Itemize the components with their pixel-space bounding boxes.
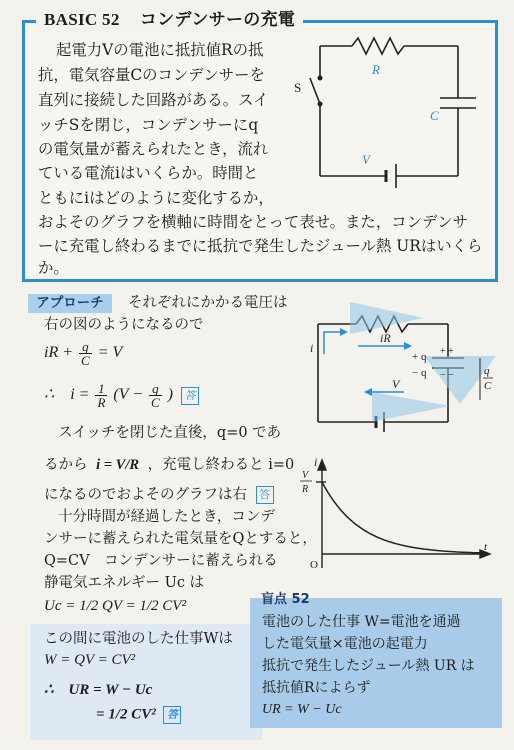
problem-line-9: ーに充電し終わるまでに抵抗で発生したジュール熱 URはいくら (38, 237, 483, 255)
approach-label: アプローチ (28, 294, 112, 313)
approach-line-2: 右の図のようになるので (44, 317, 204, 333)
energy-line-3: ∴ UR = W − Uc (44, 682, 153, 698)
energy-line-4 (96, 706, 181, 724)
problem-line-7: ともにiはどのように変化するか， (38, 189, 274, 207)
approach-line-6: 十分時間が経過したとき，コンデ (58, 509, 275, 525)
switch-label: S (294, 80, 302, 95)
problem-line-4: ッチSを閉じ，コンデンサーにq (38, 116, 259, 134)
approach-line-4a: るから (44, 457, 88, 473)
problem-line-5: の電気量が蓄えられたとき，流れ (38, 140, 269, 158)
answer-mark-3: 答 (163, 706, 181, 724)
problem-line-8: およそのグラフを横軸に時間をとって表せ。また，コンデンサ (38, 213, 468, 231)
approach-line-4 (44, 454, 294, 476)
eq2-fraction-1 (95, 382, 107, 409)
q-over-C-den: C (484, 380, 492, 392)
eq1-right: = V (97, 344, 123, 362)
graph-x-label: t (484, 541, 488, 553)
eq2-f1-numerator: 1 (95, 382, 107, 396)
plate-plus-label: + + (440, 346, 454, 357)
problem-line-3: 直列に接続した回路がある。スイ (38, 91, 269, 109)
graph-origin: O (310, 559, 318, 571)
eq2-f2-denominator: C (151, 395, 160, 410)
plate-minus-label: − − (440, 370, 454, 381)
eq1-numerator: q (79, 340, 92, 354)
eq2-fraction-2 (149, 382, 162, 409)
equation-voltage-sum (44, 340, 122, 367)
approach-line-1: それぞれにかかる電圧は (128, 295, 288, 311)
eq2-left: i = (70, 386, 90, 404)
eq1-fraction (79, 340, 92, 367)
problem-line-1: 起電力Vの電池に抵抗値Rの抵 (56, 41, 264, 59)
key-point-line-1: 電池のした仕事 W=電池を通過 (262, 614, 461, 630)
approach-line-5 (44, 484, 274, 506)
graph-y-value-den: R (302, 484, 309, 495)
eq1-denominator: C (81, 353, 90, 368)
initial-current-formula: i = V/R (96, 457, 140, 473)
eq2-f2-numerator: q (149, 382, 162, 396)
problem-line-10: か。 (38, 259, 69, 277)
switch-lever (310, 78, 320, 104)
approach-line-4b: ，充電し終わると i=0 (147, 457, 295, 473)
graph-y-value-num: V (302, 470, 309, 481)
current-time-graph (300, 454, 496, 580)
key-point-line-3: 抵抗で発生したジュール熱 UR は (262, 658, 475, 674)
problem-line-2: 抗，電気容量Cのコンデンサーを (38, 66, 265, 84)
problem-line-6: ている電流iはいくらか。時間と (38, 164, 259, 182)
current-arrow (324, 332, 340, 354)
problem-number: BASIC 52 (44, 10, 120, 29)
emf-triangle (372, 392, 450, 422)
eq2-end: ) (167, 386, 173, 404)
graph-y-label: i (314, 455, 318, 469)
iR-label: iR (380, 331, 391, 345)
key-point-line-2: した電気量×電池の起電力 (262, 636, 428, 652)
equation-current (44, 382, 199, 409)
energy-line-1: この間に電池のした仕事Wは (44, 631, 233, 647)
answer-mark-1: 答 (181, 387, 199, 405)
key-point-line-5: UR = W − Uc (262, 702, 342, 717)
resistor-label: R (372, 62, 380, 77)
problem-heading: コンデンサーの充電 (139, 10, 296, 30)
eq1-left: iR + (44, 344, 74, 362)
energy-result: = 1/2 CV² (96, 706, 156, 723)
approach-line-9: 静電気エネルギー Uc は (44, 575, 205, 591)
key-point-title: 盲点 52 (261, 592, 310, 607)
charge-plus-label: + q (412, 351, 427, 363)
therefore-symbol: ∴ (44, 386, 55, 404)
eq2-f1-denominator: R (97, 395, 106, 410)
circuit-diagram (290, 36, 490, 196)
problem-title (36, 8, 303, 32)
key-point-line-4: 抵抗値Rによらず (262, 680, 371, 696)
current-decay-curve (322, 482, 482, 553)
energy-line-2: W = QV = CV² (44, 652, 136, 668)
emf-label: V (392, 377, 400, 391)
q-over-C-num: q (484, 365, 490, 377)
current-label: i (310, 341, 314, 355)
approach-line-5-text: になるのでおよそのグラフは右 (44, 487, 247, 503)
approach-line-3: スイッチを閉じた直後，q=0 であ (58, 425, 282, 441)
battery-label: V (362, 152, 370, 167)
resistor-symbol (352, 38, 404, 54)
charge-minus-label: − q (412, 367, 427, 379)
approach-line-8: Q=CV コンデンサーに蓄えられる (44, 553, 278, 569)
capacitor-energy-formula: Uc = 1/2 QV = 1/2 CV² (44, 598, 186, 614)
voltage-diagram (300, 296, 500, 436)
answer-mark-2: 答 (256, 486, 274, 504)
approach-line-7: ンサーに蓄えられた電気量をQとすると， (44, 531, 317, 547)
capacitor-label: C (430, 108, 439, 123)
eq2-middle: (V − (113, 386, 143, 404)
